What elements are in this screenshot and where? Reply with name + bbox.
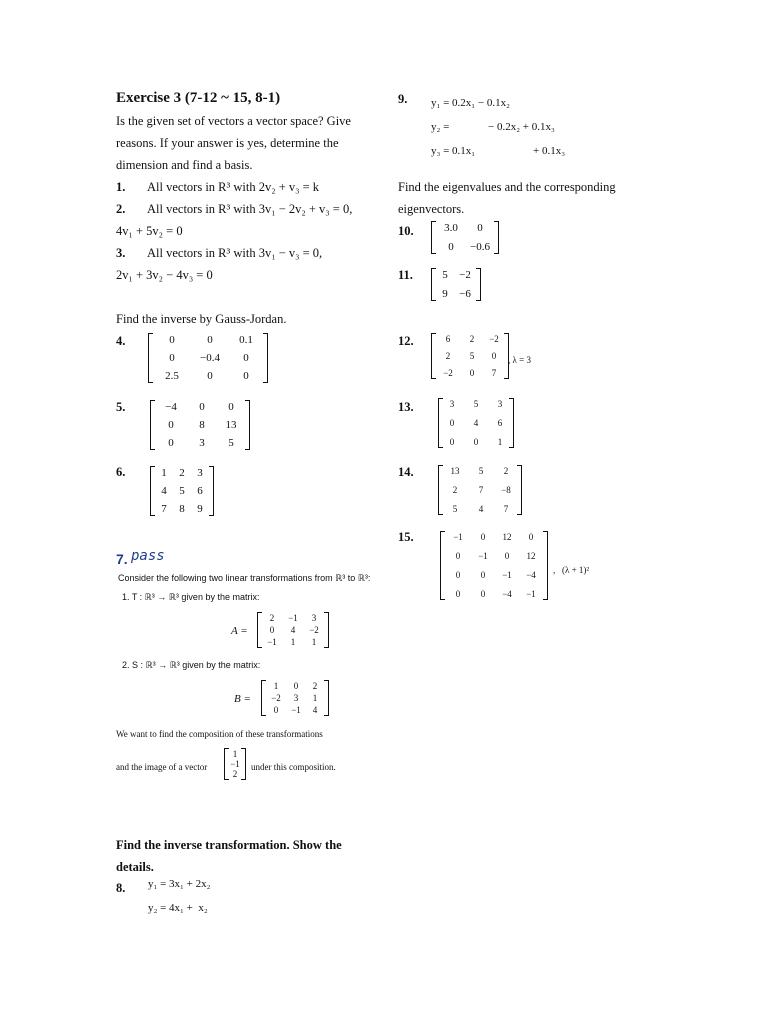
problem-5-matrix — [150, 400, 250, 450]
matrix-cell: 5 — [473, 399, 479, 409]
matrix-cell: 0.1 — [239, 334, 253, 346]
matrix-cell: 4 — [473, 418, 479, 428]
matrix-cell: 4 — [290, 625, 296, 635]
problem-7-line-3: We want to find the composition of these transformations — [116, 729, 323, 739]
matrix-cell: 6 — [197, 485, 203, 497]
matrix-cell: 5 — [478, 466, 484, 476]
matrix-cell: −4 — [526, 570, 536, 580]
matrix-cell: −1 — [288, 613, 298, 623]
matrix-cell: 0 — [491, 351, 497, 361]
matrix-cell: 2 — [179, 467, 185, 479]
matrix-cell: 4 — [312, 705, 318, 715]
vector-cell: 1 — [232, 749, 238, 759]
problem-4-matrix — [148, 333, 268, 383]
inverse-heading: Find the inverse by Gauss-Jordan. — [116, 312, 287, 326]
matrix-cell: 0 — [243, 352, 249, 364]
problem-2-continuation: 4v₁ + 5v₂ = 0 — [116, 224, 183, 238]
matrix-cell: −2 — [309, 625, 319, 635]
matrix-cell: 2 — [269, 613, 275, 623]
matrix-b-label: B = — [234, 693, 251, 705]
matrix-cell: 5 — [442, 269, 448, 281]
matrix-cell: 5 — [179, 485, 185, 497]
matrix-cell: 8 — [179, 503, 185, 515]
matrix-cell: 0 — [504, 551, 510, 561]
matrix-cell: 0 — [199, 401, 205, 413]
matrix-cell: 1 — [497, 437, 503, 447]
matrix-cell: 0 — [448, 241, 454, 253]
eigen-heading-2: eigenvectors. — [398, 202, 465, 216]
problem-11-number: 11. — [398, 268, 413, 282]
matrix-cell: 2.5 — [165, 370, 179, 382]
matrix-cell: 12 — [502, 532, 512, 542]
matrix-cell: 0 — [480, 589, 486, 599]
matrix-cell: 0 — [455, 589, 461, 599]
matrix-cell: 5 — [228, 437, 234, 449]
matrix-cell: 5 — [452, 504, 458, 514]
matrix-cell: 0 — [269, 625, 275, 635]
matrix-cell: 0 — [228, 401, 234, 413]
matrix-cell: 0 — [168, 419, 174, 431]
matrix-cell: −6 — [459, 288, 471, 300]
problem-3-text: All vectors in R³ with 3v₁ − v₃ = 0, — [147, 246, 323, 260]
problem-9-equation-2-lhs: y₂ = — [431, 121, 450, 133]
problem-3-continuation: 2v₁ + 3v₂ − 4v₃ = 0 — [116, 268, 213, 282]
matrix-cell: 7 — [491, 368, 497, 378]
problem-8-number: 8. — [116, 881, 126, 895]
matrix-cell: 0 — [480, 570, 486, 580]
problem-4-number: 4. — [116, 334, 126, 348]
matrix-cell: 12 — [526, 551, 536, 561]
matrix-cell: 3 — [197, 467, 203, 479]
inverse-transform-heading-2: details. — [116, 860, 154, 874]
matrix-cell: 5 — [469, 351, 475, 361]
page-title: Exercise 3 (7-12 ~ 15, 8-1) — [116, 90, 281, 106]
matrix-cell: 3 — [449, 399, 455, 409]
matrix-cell: −4 — [165, 401, 177, 413]
problem-1-number: 1. — [116, 180, 126, 194]
problem-7-line-4b: under this composition. — [251, 762, 336, 772]
matrix-cell: 0 — [273, 705, 279, 715]
matrix-cell: 2 — [452, 485, 458, 495]
problem-13-number: 13. — [398, 400, 414, 414]
problem-15-eigenvalue-note: , (λ + 1)² — [553, 565, 590, 575]
matrix-cell: 7 — [161, 503, 167, 515]
problem-3-number: 3. — [116, 246, 126, 260]
problem-10-number: 10. — [398, 224, 414, 238]
problem-9-number: 9. — [398, 92, 408, 106]
matrix-cell: 3 — [293, 693, 299, 703]
matrix-cell: 2 — [503, 466, 509, 476]
matrix-b — [261, 680, 329, 716]
inverse-transform-heading-1: Find the inverse transformation. Show the — [116, 838, 342, 852]
matrix-cell: 0 — [469, 368, 475, 378]
eigen-heading-1: Find the eigenvalues and the corresponding — [398, 180, 616, 194]
problem-2-number: 2. — [116, 202, 126, 216]
matrix-cell: 1 — [273, 681, 279, 691]
matrix-cell: 7 — [478, 485, 484, 495]
matrix-cell: 13 — [450, 466, 460, 476]
problem-6-number: 6. — [116, 465, 126, 479]
matrix-cell: 1 — [161, 467, 167, 479]
intro-line-1: Is the given set of vectors a vector space? Give — [116, 114, 351, 128]
matrix-cell: −8 — [501, 485, 511, 495]
matrix-cell: 0 — [455, 551, 461, 561]
matrix-cell: −2 — [489, 334, 499, 344]
matrix-cell: 3 — [199, 437, 205, 449]
matrix-cell: 0 — [528, 532, 534, 542]
problem-9-equation-1: y₁ = 0.2x₁ − 0.1x₂ — [431, 97, 510, 109]
matrix-cell: 8 — [199, 419, 205, 431]
matrix-cell: 4 — [478, 504, 484, 514]
problem-7-item-2: 2. S : ℝ³ → ℝ³ given by the matrix: — [122, 660, 261, 670]
problem-15-number: 15. — [398, 530, 414, 544]
handwritten-note-pass: pass — [131, 548, 165, 564]
matrix-cell: −2 — [271, 693, 281, 703]
matrix-cell: 1 — [290, 637, 296, 647]
matrix-cell: −1 — [502, 570, 512, 580]
matrix-cell: 6 — [497, 418, 503, 428]
matrix-cell: 0 — [455, 570, 461, 580]
matrix-cell: 1 — [312, 693, 318, 703]
matrix-cell: 13 — [225, 419, 237, 431]
matrix-cell: 0 — [207, 334, 213, 346]
matrix-cell: −4 — [502, 589, 512, 599]
matrix-cell: −1 — [291, 705, 301, 715]
matrix-cell: 2 — [445, 351, 451, 361]
problem-7-number: 7. — [116, 551, 128, 567]
matrix-cell: 2 — [312, 681, 318, 691]
problem-2-text: All vectors in R³ with 3v₁ − 2v₂ + v₃ = 0, — [147, 202, 353, 216]
matrix-cell: 4 — [161, 485, 167, 497]
intro-line-3: dimension and find a basis. — [116, 158, 253, 172]
matrix-cell: 0 — [449, 418, 455, 428]
matrix-a-label: A = — [231, 625, 248, 637]
matrix-cell: 0 — [293, 681, 299, 691]
matrix-cell: 0 — [169, 352, 175, 364]
problem-1-text: All vectors in R³ with 2v₂ + v₃ = k — [147, 180, 320, 194]
problem-5-number: 5. — [116, 400, 126, 414]
matrix-cell: −1 — [267, 637, 277, 647]
matrix-cell: −1 — [526, 589, 536, 599]
matrix-cell: −1 — [453, 532, 463, 542]
intro-line-2: reasons. If your answer is yes, determine the — [116, 136, 339, 150]
problem-6-matrix — [150, 466, 214, 516]
problem-10-matrix — [431, 221, 499, 254]
matrix-cell: 0 — [243, 370, 249, 382]
vector-cell: −1 — [230, 759, 240, 769]
problem-12-number: 12. — [398, 334, 414, 348]
matrix-cell: 0 — [480, 532, 486, 542]
matrix-cell: −0.6 — [470, 241, 490, 253]
matrix-cell: 0 — [207, 370, 213, 382]
matrix-cell: −2 — [459, 269, 471, 281]
vector-x — [224, 748, 246, 780]
matrix-cell: −2 — [443, 368, 453, 378]
matrix-cell: −1 — [478, 551, 488, 561]
problem-7-line-1: Consider the following two linear transformations from ℝ³ to ℝ³: — [118, 573, 371, 583]
matrix-cell: 0 — [477, 222, 483, 234]
matrix-cell: 9 — [197, 503, 203, 515]
problem-14-matrix — [438, 465, 522, 515]
problem-13-matrix — [438, 398, 514, 448]
problem-9-equation-2-rhs: − 0.2x₂ + 0.1x₃ — [488, 121, 555, 133]
problem-14-number: 14. — [398, 465, 414, 479]
problem-8-equation-2: y₂ = 4x₁ + x₂ — [148, 902, 208, 914]
problem-7-line-4a: and the image of a vector — [116, 762, 208, 772]
matrix-cell: 3 — [497, 399, 503, 409]
matrix-cell: 1 — [311, 637, 317, 647]
matrix-cell: 2 — [469, 334, 475, 344]
matrix-cell: 3 — [311, 613, 317, 623]
matrix-cell: 0 — [473, 437, 479, 447]
problem-9-equation-3-rhs: + 0.1x₃ — [533, 145, 566, 157]
matrix-a — [257, 612, 329, 648]
matrix-cell: 6 — [445, 334, 451, 344]
problem-12-eigenvalue-note: , λ = 3 — [508, 355, 531, 365]
matrix-cell: 3.0 — [444, 222, 458, 234]
matrix-cell: 9 — [442, 288, 448, 300]
matrix-cell: 0 — [168, 437, 174, 449]
matrix-cell: 0 — [449, 437, 455, 447]
matrix-cell: 7 — [503, 504, 509, 514]
problem-11-matrix — [431, 268, 481, 301]
problem-9-equation-3-lhs: y₃ = 0.1x₁ — [431, 145, 476, 157]
vector-cell: 2 — [232, 769, 238, 779]
problem-15-matrix — [440, 531, 548, 600]
problem-7-item-1: 1. T : ℝ³ → ℝ³ given by the matrix: — [122, 592, 260, 602]
matrix-cell: −0.4 — [200, 352, 220, 364]
problem-8-equation-1: y₁ = 3x₁ + 2x₂ — [148, 878, 211, 890]
problem-12-matrix — [431, 333, 509, 379]
matrix-cell: 0 — [169, 334, 175, 346]
